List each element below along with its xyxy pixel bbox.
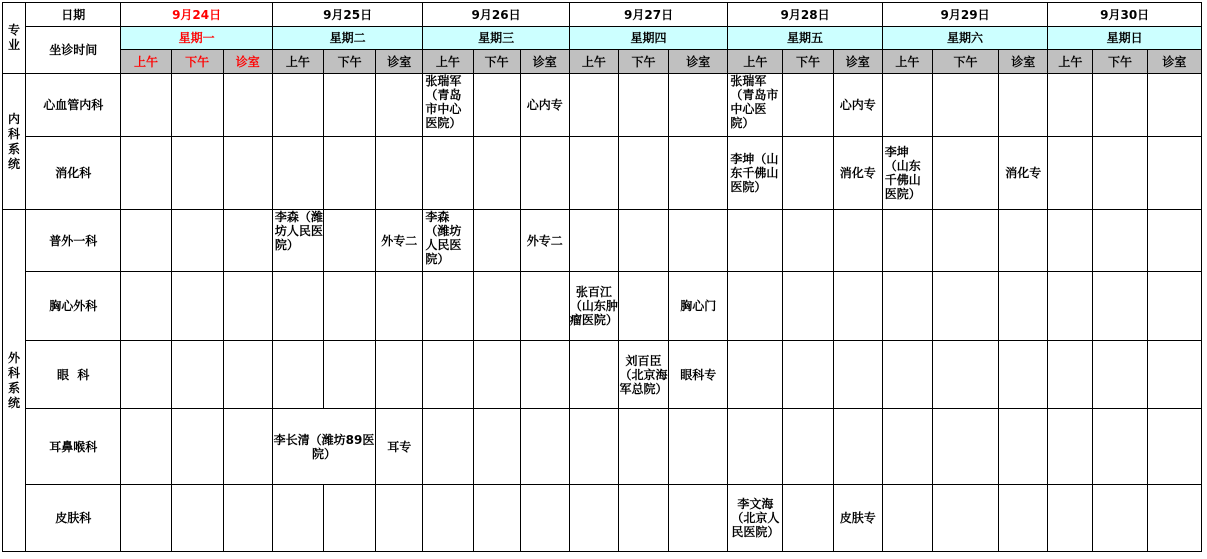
slot	[783, 341, 833, 409]
period-pm: 下午	[618, 50, 668, 74]
slot	[223, 409, 272, 485]
room-entry: 消化专	[833, 137, 882, 210]
slot	[728, 409, 783, 485]
slot	[520, 341, 569, 409]
row-ophthalmology	[3, 341, 1202, 409]
slot	[324, 341, 376, 409]
slot	[1093, 341, 1147, 409]
slot	[324, 210, 376, 272]
slot	[324, 485, 376, 552]
weekday-header: 星期二	[272, 27, 422, 50]
doctor-entry: 张百江（山东肿瘤医院）	[569, 272, 618, 341]
department-name: 消化科	[26, 137, 121, 210]
slot	[833, 341, 882, 409]
slot	[882, 409, 932, 485]
date-header: 9月24日	[121, 3, 272, 27]
slot	[728, 210, 783, 272]
slot	[1147, 485, 1201, 552]
slot	[1147, 409, 1201, 485]
department-name: 心血管内科	[26, 74, 121, 137]
date-header: 9月29日	[882, 3, 1048, 27]
slot	[1147, 210, 1201, 272]
slot	[618, 272, 668, 341]
slot	[1048, 210, 1093, 272]
slot	[520, 485, 569, 552]
slot	[783, 137, 833, 210]
slot	[171, 409, 223, 485]
slot	[833, 210, 882, 272]
date-row	[3, 3, 1202, 27]
slot	[223, 485, 272, 552]
doctor-entry: 刘百臣（北京海军总院）	[618, 341, 668, 409]
slot	[1147, 341, 1201, 409]
slot	[121, 409, 171, 485]
period-am: 上午	[423, 50, 473, 74]
weekday-header: 星期六	[882, 27, 1048, 50]
slot	[728, 272, 783, 341]
doctor-entry: 李森（潍坊人民医院）	[423, 210, 473, 272]
weekday-header: 星期日	[1048, 27, 1202, 50]
period-room: 诊室	[376, 50, 423, 74]
slot	[171, 272, 223, 341]
room-entry: 心内专	[520, 74, 569, 137]
slot	[999, 272, 1048, 341]
room-entry: 胸心门	[669, 272, 728, 341]
slot	[569, 137, 618, 210]
room-entry: 耳专	[376, 409, 423, 485]
slot	[882, 210, 932, 272]
slot	[932, 137, 998, 210]
doctor-entry: 李长清（潍坊89医院）	[272, 409, 375, 485]
period-am: 上午	[569, 50, 618, 74]
slot	[618, 210, 668, 272]
slot	[882, 485, 932, 552]
slot	[121, 272, 171, 341]
slot	[882, 272, 932, 341]
slot	[473, 210, 520, 272]
period-pm: 下午	[324, 50, 376, 74]
slot	[1093, 137, 1147, 210]
department-name: 眼 科	[26, 341, 121, 409]
slot	[121, 210, 171, 272]
slot	[932, 341, 998, 409]
slot	[1048, 409, 1093, 485]
slot	[121, 74, 171, 137]
slot	[324, 74, 376, 137]
date-label: 日期	[26, 3, 121, 27]
slot	[999, 485, 1048, 552]
period-pm: 下午	[932, 50, 998, 74]
room-entry: 眼科专	[669, 341, 728, 409]
slot	[783, 409, 833, 485]
slot	[669, 409, 728, 485]
slot	[423, 272, 473, 341]
slot	[669, 137, 728, 210]
doctor-entry: 张瑞军（青岛市中心医院）	[423, 74, 473, 137]
department-name: 普外一科	[26, 210, 121, 272]
row-dermatology	[3, 485, 1202, 552]
doctor-entry: 李坤（山东千佛山医院）	[882, 137, 932, 210]
slot	[999, 409, 1048, 485]
slot	[618, 409, 668, 485]
date-header: 9月26日	[423, 3, 569, 27]
weekday-header: 星期三	[423, 27, 569, 50]
slot	[223, 272, 272, 341]
period-room: 诊室	[999, 50, 1048, 74]
row-general-surgery	[3, 210, 1202, 272]
slot	[669, 485, 728, 552]
slot	[423, 409, 473, 485]
period-am: 上午	[882, 50, 932, 74]
slot	[669, 210, 728, 272]
slot	[223, 74, 272, 137]
slot	[1093, 210, 1147, 272]
period-pm: 下午	[1093, 50, 1147, 74]
slot	[783, 272, 833, 341]
date-header: 9月30日	[1048, 3, 1202, 27]
slot	[520, 137, 569, 210]
department-name: 皮肤科	[26, 485, 121, 552]
slot	[121, 485, 171, 552]
slot	[473, 74, 520, 137]
row-thoracic	[3, 272, 1202, 341]
row-ent	[3, 409, 1202, 485]
slot	[171, 137, 223, 210]
slot	[999, 341, 1048, 409]
slot	[171, 485, 223, 552]
date-header: 9月25日	[272, 3, 422, 27]
weekday-header: 星期五	[728, 27, 882, 50]
date-header: 9月28日	[728, 3, 882, 27]
period-room: 诊室	[1147, 50, 1201, 74]
slot	[1093, 74, 1147, 137]
slot	[932, 74, 998, 137]
room-entry: 皮肤专	[833, 485, 882, 552]
row-gastro	[3, 137, 1202, 210]
period-room: 诊室	[833, 50, 882, 74]
slot	[272, 341, 323, 409]
room-entry: 外专二	[520, 210, 569, 272]
clinic-schedule-table	[2, 2, 1202, 552]
slot	[121, 137, 171, 210]
period-am: 上午	[272, 50, 323, 74]
slot	[882, 341, 932, 409]
slot	[569, 74, 618, 137]
period-row	[3, 50, 1202, 74]
slot	[376, 272, 423, 341]
time-label: 坐诊时间	[26, 27, 121, 74]
slot	[783, 74, 833, 137]
slot	[1147, 137, 1201, 210]
period-room: 诊室	[520, 50, 569, 74]
weekday-row	[3, 27, 1202, 50]
slot	[376, 341, 423, 409]
slot	[324, 137, 376, 210]
specialty-header: 专业	[3, 3, 26, 74]
slot	[728, 341, 783, 409]
slot	[223, 341, 272, 409]
slot	[999, 74, 1048, 137]
slot	[473, 485, 520, 552]
room-entry: 消化专	[999, 137, 1048, 210]
row-cardiology	[3, 74, 1202, 137]
slot	[272, 74, 323, 137]
slot	[376, 137, 423, 210]
doctor-entry: 张瑞军（青岛市中心医院）	[728, 74, 783, 137]
slot	[1048, 341, 1093, 409]
slot	[1048, 272, 1093, 341]
slot	[423, 137, 473, 210]
slot	[520, 409, 569, 485]
slot	[833, 272, 882, 341]
slot	[932, 272, 998, 341]
slot	[272, 272, 323, 341]
slot	[1093, 409, 1147, 485]
slot	[783, 210, 833, 272]
slot	[669, 74, 728, 137]
slot	[324, 272, 376, 341]
slot	[1093, 485, 1147, 552]
slot	[833, 409, 882, 485]
slot	[569, 409, 618, 485]
slot	[473, 272, 520, 341]
slot	[932, 409, 998, 485]
slot	[569, 485, 618, 552]
slot	[171, 341, 223, 409]
slot	[999, 210, 1048, 272]
slot	[1147, 272, 1201, 341]
weekday-header: 星期一	[121, 27, 272, 50]
slot	[1048, 137, 1093, 210]
slot	[171, 210, 223, 272]
slot	[121, 341, 171, 409]
period-pm: 下午	[171, 50, 223, 74]
department-name: 胸心外科	[26, 272, 121, 341]
date-header: 9月27日	[569, 3, 728, 27]
slot	[1048, 74, 1093, 137]
room-entry: 心内专	[833, 74, 882, 137]
slot	[618, 485, 668, 552]
doctor-entry: 李文海（北京人民医院）	[728, 485, 783, 552]
period-am: 上午	[1048, 50, 1093, 74]
period-am: 上午	[121, 50, 171, 74]
slot	[783, 485, 833, 552]
slot	[618, 137, 668, 210]
slot	[882, 74, 932, 137]
slot	[423, 485, 473, 552]
slot	[520, 272, 569, 341]
period-pm: 下午	[473, 50, 520, 74]
slot	[272, 485, 323, 552]
slot	[1093, 272, 1147, 341]
doctor-entry: 李森（潍坊人民医院）	[272, 210, 323, 272]
period-pm: 下午	[783, 50, 833, 74]
slot	[932, 210, 998, 272]
slot	[932, 485, 998, 552]
slot	[423, 341, 473, 409]
slot	[376, 74, 423, 137]
period-am: 上午	[728, 50, 783, 74]
slot	[376, 485, 423, 552]
slot	[223, 137, 272, 210]
slot	[171, 74, 223, 137]
slot	[569, 210, 618, 272]
department-name: 耳鼻喉科	[26, 409, 121, 485]
slot	[1048, 485, 1093, 552]
slot	[1147, 74, 1201, 137]
slot	[473, 341, 520, 409]
slot	[223, 210, 272, 272]
slot	[569, 341, 618, 409]
weekday-header: 星期四	[569, 27, 728, 50]
slot	[473, 409, 520, 485]
slot	[618, 74, 668, 137]
slot	[272, 137, 323, 210]
internal-system-label: 内科系统	[3, 74, 26, 210]
doctor-entry: 李坤（山东千佛山医院）	[728, 137, 783, 210]
period-room: 诊室	[669, 50, 728, 74]
surgical-system-label: 外科系统	[3, 210, 26, 552]
period-room: 诊室	[223, 50, 272, 74]
room-entry: 外专二	[376, 210, 423, 272]
slot	[473, 137, 520, 210]
